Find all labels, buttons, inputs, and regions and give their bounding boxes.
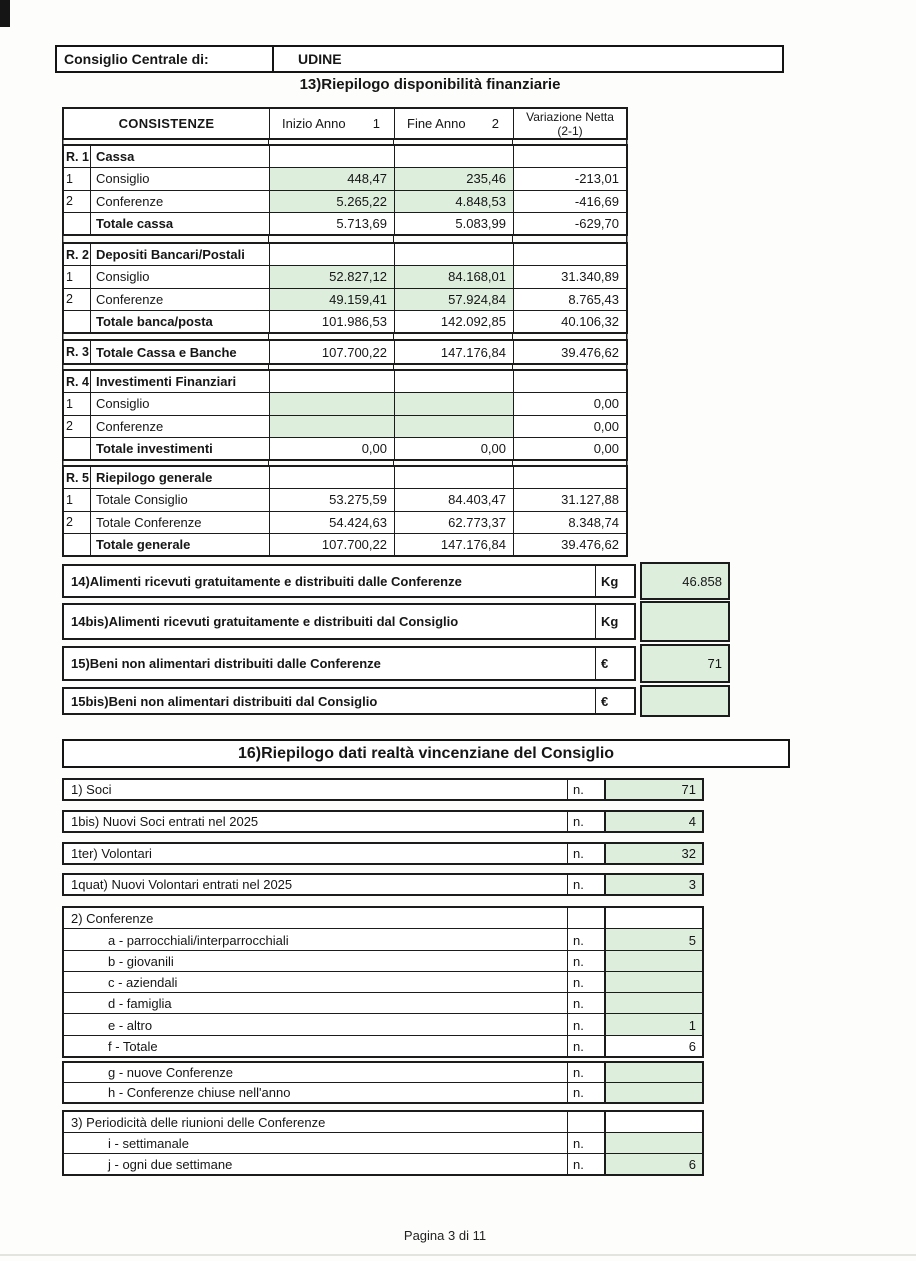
total-label: Totale Cassa e Banche xyxy=(91,341,270,363)
unit-label: n. xyxy=(568,1133,606,1153)
row-label: g - nuove Conferenze xyxy=(64,1063,568,1082)
group-row xyxy=(64,950,702,971)
value-field xyxy=(606,993,702,1013)
council-header-value: UDINE xyxy=(298,51,342,67)
row-label: a - parrocchiali/interparrocchiali xyxy=(64,929,568,949)
table-section-r3-totale xyxy=(62,339,628,365)
row-label: Consiglio xyxy=(91,168,270,189)
row-number: 1 xyxy=(64,489,91,510)
unit-label: n. xyxy=(568,993,606,1013)
empty-cell xyxy=(514,371,626,392)
unit-label xyxy=(568,1112,606,1132)
row-label: 1) Soci xyxy=(64,780,568,799)
section-code: R. 4 xyxy=(64,371,91,392)
table-total-row xyxy=(64,533,626,555)
cell-inizio: 49.159,41 xyxy=(270,289,395,310)
col-header-variazione-line2: (2-1) xyxy=(557,123,583,138)
item-14-label: 14)Alimenti ricevuti gratuitamente e distribuiti dalle Conferenze xyxy=(64,566,596,596)
col-header-inizio-number: 1 xyxy=(372,116,380,131)
row-number xyxy=(64,438,91,459)
unit-label: n. xyxy=(568,1063,606,1082)
section-code: R. 1 xyxy=(64,146,91,167)
value-field xyxy=(606,951,702,971)
row-number xyxy=(64,213,91,234)
cell-inizio xyxy=(270,393,395,414)
row-label: Consiglio xyxy=(91,393,270,414)
unit-label: n. xyxy=(568,951,606,971)
table-total-row xyxy=(64,310,626,332)
cell-variazione: -213,01 xyxy=(574,171,619,187)
group-row xyxy=(64,1013,702,1034)
row-number: 2 xyxy=(64,512,91,533)
empty-cell xyxy=(514,467,626,488)
row-label: 1quat) Nuovi Volontari entrati nel 2025 xyxy=(64,875,568,894)
unit-label: n. xyxy=(568,844,606,863)
value-field xyxy=(606,1133,702,1153)
row-number: 2 xyxy=(64,191,91,212)
row-label: d - famiglia xyxy=(64,993,568,1013)
row-nuovi-volontari xyxy=(62,873,704,896)
row-number: 1 xyxy=(64,168,91,189)
cell-variazione: -629,70 xyxy=(574,215,619,231)
item-15bis-unit: € xyxy=(601,693,609,709)
table-total-row xyxy=(64,341,626,363)
item-14bis-label: 14bis)Alimenti ricevuti gratuitamente e distribuiti dal Consiglio xyxy=(64,605,596,638)
col-header-inizio-anno xyxy=(270,109,395,138)
cell-fine: 84.168,01 xyxy=(395,266,514,287)
section16-title: 16)Riepilogo dati realtà vincenziane del Consiglio xyxy=(237,744,615,762)
row-label: 1ter) Volontari xyxy=(64,844,568,863)
table-section-r5-riepilogo xyxy=(62,465,628,557)
section-header-row xyxy=(64,467,626,488)
row-label: Conferenze xyxy=(91,191,270,212)
col-header-fine-label: Fine Anno xyxy=(407,116,466,131)
section-header-row xyxy=(64,244,626,265)
group-header-row xyxy=(64,1112,702,1132)
group-row xyxy=(64,971,702,992)
unit-label: n. xyxy=(568,1014,606,1034)
cell-fine: 57.924,84 xyxy=(395,289,514,310)
row-number: 2 xyxy=(64,416,91,437)
unit-label: n. xyxy=(568,812,606,831)
total-label: Totale banca/posta xyxy=(91,311,270,332)
cell-inizio: 5.265,22 xyxy=(270,191,395,212)
cell-fine: 147.176,84 xyxy=(395,341,514,363)
header-row xyxy=(64,109,626,138)
empty-cell xyxy=(514,146,626,167)
cell-inizio: 53.275,59 xyxy=(270,489,395,510)
section-name: Investimenti Finanziari xyxy=(91,371,270,392)
council-header-label: Consiglio Centrale di: xyxy=(57,47,274,71)
cell-inizio xyxy=(270,416,395,437)
cell-inizio: 52.827,12 xyxy=(270,266,395,287)
group-row xyxy=(64,1082,702,1102)
group-conferenze xyxy=(62,906,704,1058)
empty-cell xyxy=(270,371,395,392)
cell-variazione: 8.348,74 xyxy=(568,514,619,530)
col-header-fine-anno xyxy=(395,109,514,138)
row-label: j - ogni due settimane xyxy=(64,1154,568,1174)
empty-cell xyxy=(395,244,514,265)
col-header-inizio-label: Inizio Anno xyxy=(282,116,346,131)
unit-label: n. xyxy=(568,929,606,949)
group-row xyxy=(64,1153,702,1174)
row-label: Conferenze xyxy=(91,416,270,437)
section-code: R. 5 xyxy=(64,467,91,488)
unit-label: n. xyxy=(568,1154,606,1174)
cell-inizio: 107.700,22 xyxy=(270,534,395,555)
group-row xyxy=(64,992,702,1013)
value-field xyxy=(606,972,702,992)
section-code: R. 2 xyxy=(64,244,91,265)
cell-variazione: 39.476,62 xyxy=(561,344,619,360)
empty-cell xyxy=(270,146,395,167)
value-field: 6 xyxy=(688,1038,696,1054)
cell-variazione: 31.340,89 xyxy=(561,269,619,285)
row-number: 2 xyxy=(64,289,91,310)
group-row xyxy=(64,1063,702,1082)
row-label: f - Totale xyxy=(64,1036,568,1056)
unit-label: n. xyxy=(568,972,606,992)
empty-cell xyxy=(270,244,395,265)
value-field: 5 xyxy=(606,929,702,949)
total-label: Totale generale xyxy=(91,534,270,555)
unit-label: n. xyxy=(568,780,606,799)
item-15bis-label: 15bis)Beni non alimentari distribuiti dal Consiglio xyxy=(64,689,596,713)
section13-title: 13)Riepilogo disponibilità finanziarie xyxy=(299,76,561,93)
table-section-r4-investimenti xyxy=(62,369,628,461)
row-label: c - aziendali xyxy=(64,972,568,992)
cell-fine: 142.092,85 xyxy=(395,311,514,332)
group-row xyxy=(64,928,702,949)
cell-variazione: -416,69 xyxy=(574,193,619,209)
cell-variazione: 39.476,62 xyxy=(561,536,619,552)
cell-fine xyxy=(395,393,514,414)
empty-cell xyxy=(514,244,626,265)
unit-label: n. xyxy=(568,1036,606,1056)
table-total-row xyxy=(64,437,626,459)
scan-artifact-corner xyxy=(0,0,10,27)
item-14-unit: Kg xyxy=(601,573,619,589)
row-number xyxy=(64,311,91,332)
empty-cell xyxy=(270,467,395,488)
value-field xyxy=(606,1063,702,1082)
value-field: 6 xyxy=(606,1154,702,1174)
table-row xyxy=(64,415,626,437)
cell-inizio: 448,47 xyxy=(270,168,395,189)
unit-label: n. xyxy=(568,875,606,894)
row-label: Totale Consiglio xyxy=(91,489,270,510)
item-14bis xyxy=(62,603,636,640)
value-field xyxy=(606,1112,702,1132)
cell-variazione: 0,00 xyxy=(593,440,619,456)
table-section-r2-depositi xyxy=(62,242,628,334)
group-header-label: 3) Periodicità delle riunioni delle Conferenze xyxy=(64,1112,568,1132)
group-header-row xyxy=(64,908,702,928)
value-field xyxy=(606,1083,702,1102)
cell-inizio: 54.424,63 xyxy=(270,512,395,533)
section-name: Depositi Bancari/Postali xyxy=(91,244,270,265)
group-header-label: 2) Conferenze xyxy=(64,908,568,928)
table-row xyxy=(64,167,626,189)
empty-cell xyxy=(395,146,514,167)
value-field xyxy=(606,908,702,928)
row-number: 1 xyxy=(64,393,91,414)
unit-label xyxy=(568,908,606,928)
col-header-consistenze: CONSISTENZE xyxy=(64,109,270,138)
scan-artifact-bottom-edge xyxy=(0,1254,916,1256)
row-nuovi-soci xyxy=(62,810,704,833)
fin-table-header xyxy=(62,107,628,140)
table-row xyxy=(64,265,626,287)
table-row xyxy=(64,488,626,510)
cell-fine: 4.848,53 xyxy=(395,191,514,212)
cell-variazione: 8.765,43 xyxy=(568,291,619,307)
item-14bis-unit: Kg xyxy=(601,614,619,629)
group-row xyxy=(64,1132,702,1153)
value-field: 3 xyxy=(606,875,702,894)
cell-inizio: 0,00 xyxy=(270,438,395,459)
item-14 xyxy=(62,564,636,598)
item-15-label: 15)Beni non alimentari distribuiti dalle Conferenze xyxy=(64,648,596,679)
item-15 xyxy=(62,646,636,681)
row-label: h - Conferenze chiuse nell'anno xyxy=(64,1083,568,1102)
row-label: i - settimanale xyxy=(64,1133,568,1153)
value-field: 71 xyxy=(606,780,702,799)
cell-variazione: 31.127,88 xyxy=(561,492,619,508)
section-name: Riepilogo generale xyxy=(91,467,270,488)
cell-inizio: 107.700,22 xyxy=(270,341,395,363)
row-soci xyxy=(62,778,704,801)
item-15bis xyxy=(62,687,636,715)
value-field: 4 xyxy=(606,812,702,831)
col-header-variazione-line1: Variazione Netta xyxy=(526,109,614,124)
row-label: Totale Conferenze xyxy=(91,512,270,533)
table-total-row xyxy=(64,212,626,234)
table-row xyxy=(64,511,626,533)
row-label: 1bis) Nuovi Soci entrati nel 2025 xyxy=(64,812,568,831)
row-volontari xyxy=(62,842,704,865)
group-row-totale xyxy=(64,1035,702,1056)
cell-fine: 147.176,84 xyxy=(395,534,514,555)
item-14-value-field: 46.858 xyxy=(640,562,730,600)
col-header-variazione xyxy=(514,109,626,138)
total-label: Totale investimenti xyxy=(91,438,270,459)
item-15-value-field: 71 xyxy=(640,644,730,683)
table-row xyxy=(64,190,626,212)
total-label: Totale cassa xyxy=(91,213,270,234)
section-header-row xyxy=(64,146,626,167)
cell-fine: 84.403,47 xyxy=(395,489,514,510)
section16-title-box xyxy=(62,739,790,768)
empty-cell xyxy=(395,467,514,488)
cell-inizio: 101.986,53 xyxy=(270,311,395,332)
value-field: 32 xyxy=(606,844,702,863)
col-header-fine-number: 2 xyxy=(491,116,499,131)
row-number: 1 xyxy=(64,266,91,287)
table-row xyxy=(64,392,626,414)
group-periodicita xyxy=(62,1110,704,1176)
group-nuove-chiuse xyxy=(62,1061,704,1104)
cell-fine: 235,46 xyxy=(395,168,514,189)
cell-variazione: 0,00 xyxy=(593,418,619,434)
value-field: 1 xyxy=(606,1014,702,1034)
cell-fine: 62.773,37 xyxy=(395,512,514,533)
unit-label: n. xyxy=(568,1083,606,1102)
item-14bis-value-field xyxy=(640,601,730,642)
cell-inizio: 5.713,69 xyxy=(270,213,395,234)
empty-cell xyxy=(395,371,514,392)
council-header-bar xyxy=(55,45,784,73)
row-label: Consiglio xyxy=(91,266,270,287)
cell-variazione: 40.106,32 xyxy=(561,313,619,329)
section-header-row xyxy=(64,371,626,392)
row-number xyxy=(64,534,91,555)
page-number: Pagina 3 di 11 xyxy=(403,1228,487,1243)
cell-fine xyxy=(395,416,514,437)
row-label: Conferenze xyxy=(91,289,270,310)
section-name: Cassa xyxy=(91,146,270,167)
item-15bis-value-field xyxy=(640,685,730,717)
section-code: R. 3 xyxy=(64,341,91,363)
table-row xyxy=(64,288,626,310)
item-15-unit: € xyxy=(601,656,609,671)
table-section-r1-cassa xyxy=(62,144,628,236)
row-label: b - giovanili xyxy=(64,951,568,971)
cell-variazione: 0,00 xyxy=(593,396,619,412)
cell-fine: 5.083,99 xyxy=(395,213,514,234)
cell-fine: 0,00 xyxy=(395,438,514,459)
row-label: e - altro xyxy=(64,1014,568,1034)
